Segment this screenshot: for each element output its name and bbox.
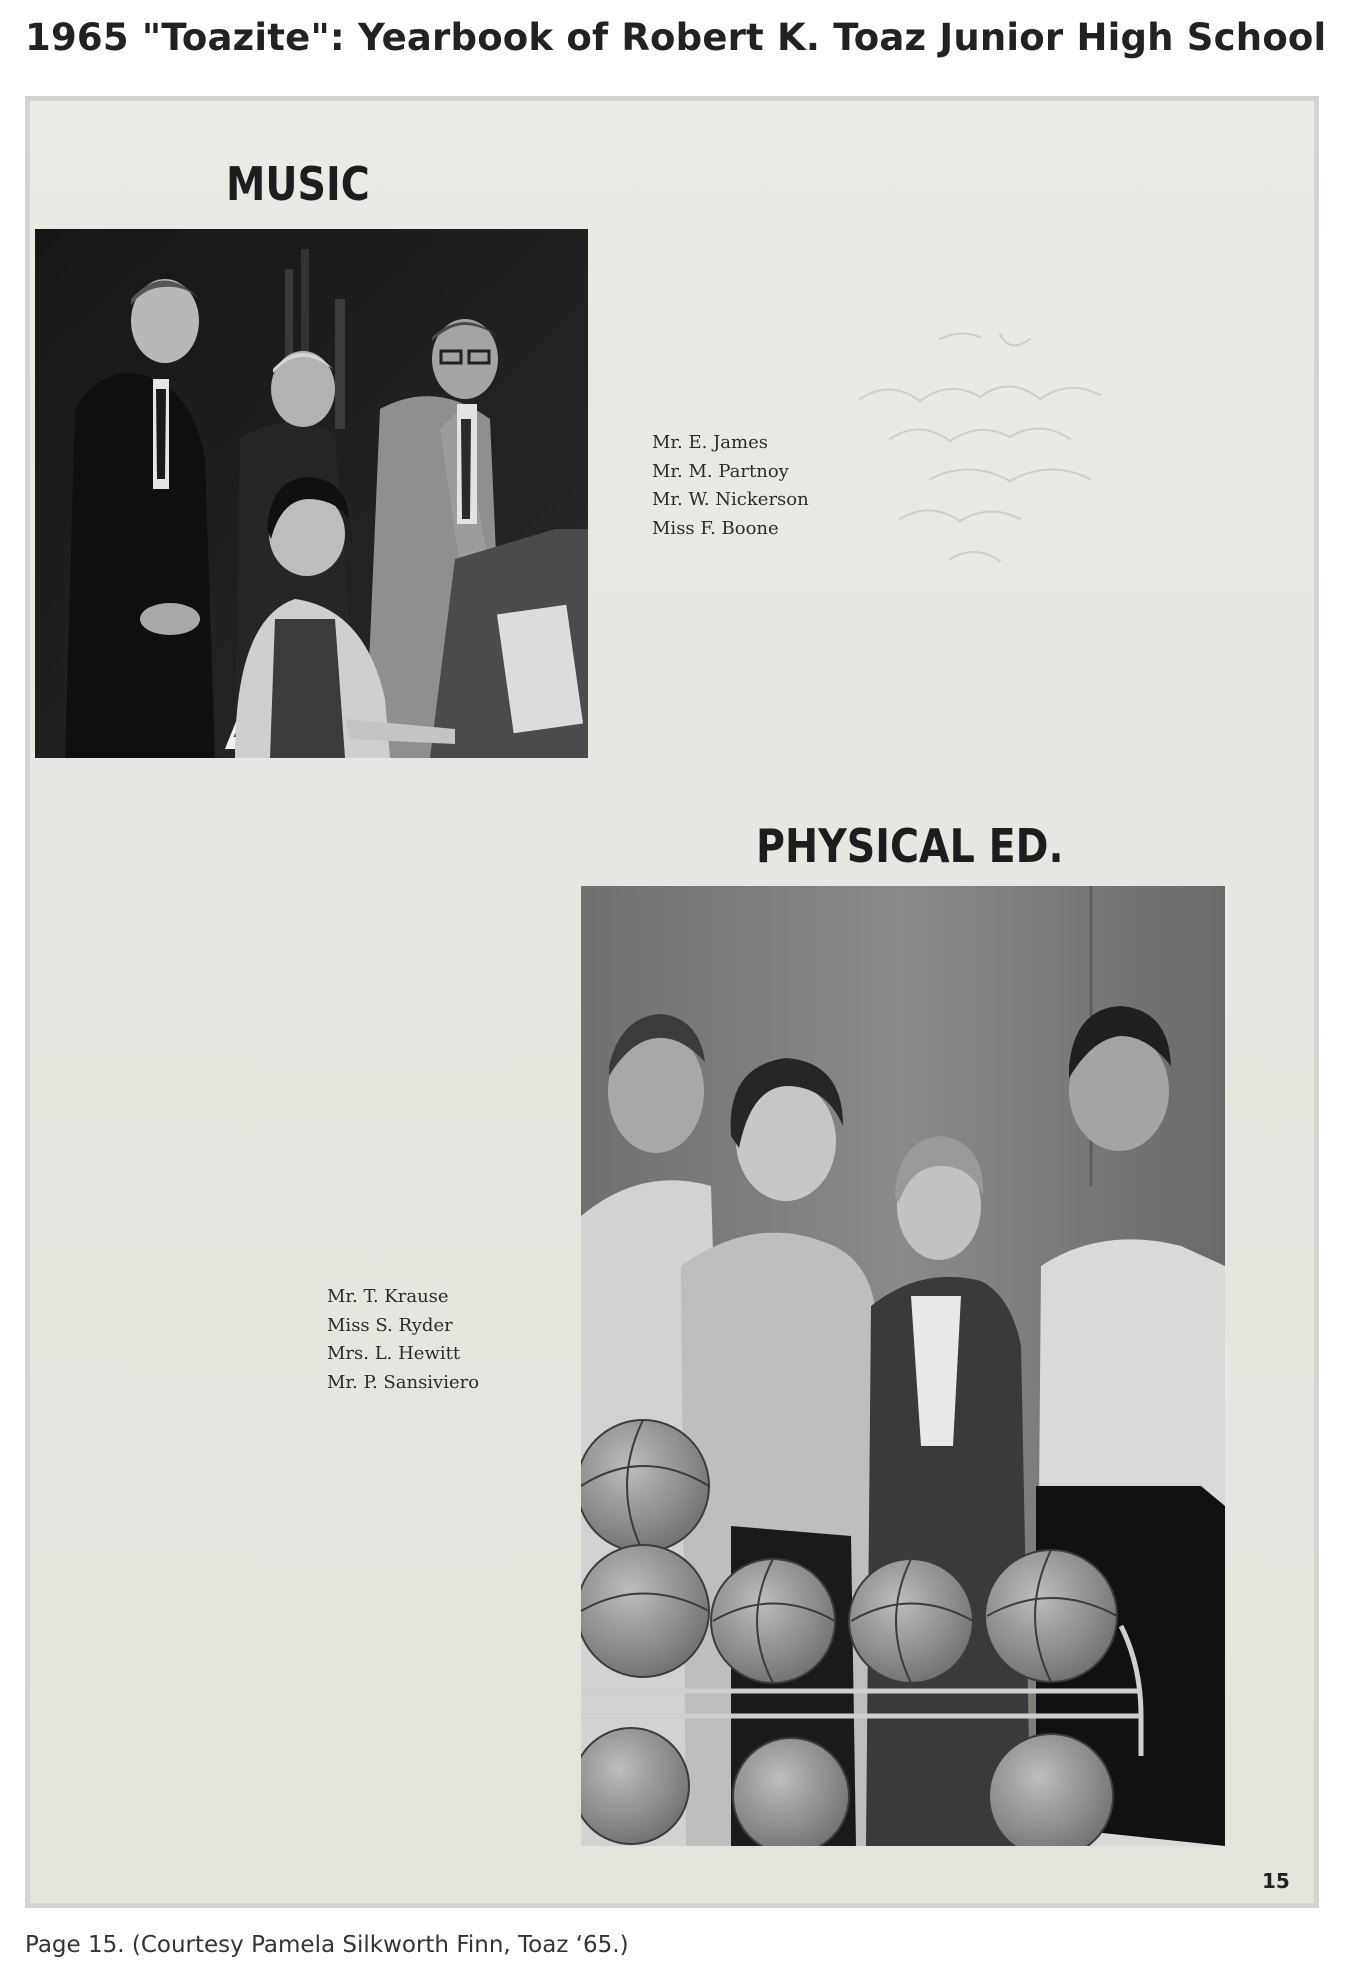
physical-ed-name: Miss S. Ryder [327,1314,453,1336]
music-faculty-photo [35,229,588,758]
yearbook-page-scan [25,96,1319,1908]
music-name: Mr. W. Nickerson [652,489,809,510]
music-name: Mr. E. James [652,432,768,453]
yearbook-page [30,101,1314,1903]
physical-ed-name: Mr. T. Krause [327,1286,449,1307]
physical-ed-name: Mr. P. Sansiviero [327,1371,480,1393]
physical-ed-faculty-photo [581,886,1225,1846]
page-title: 1965 "Toazite": Yearbook of Robert K. Toaz Junior High School [25,16,1327,59]
physical-ed-name: Mrs. L. Hewitt [327,1343,461,1364]
music-photo-image [35,229,588,758]
physical-ed-photo-image [581,886,1225,1846]
image-caption: Page 15. (Courtesy Pamela Silkworth Finn, Toaz ‘65.) [25,1932,629,1958]
physical-ed-faculty-names [327,1283,479,1397]
physical-ed-heading: PHYSICAL ED. [756,819,1064,873]
music-name: Mr. M. Partnoy [652,460,789,482]
music-faculty-names [652,429,809,543]
music-heading: MUSIC [226,157,370,211]
page-number: 15 [1262,1869,1290,1893]
music-name: Miss F. Boone [652,517,779,539]
faint-pencil-marks [800,309,1260,649]
